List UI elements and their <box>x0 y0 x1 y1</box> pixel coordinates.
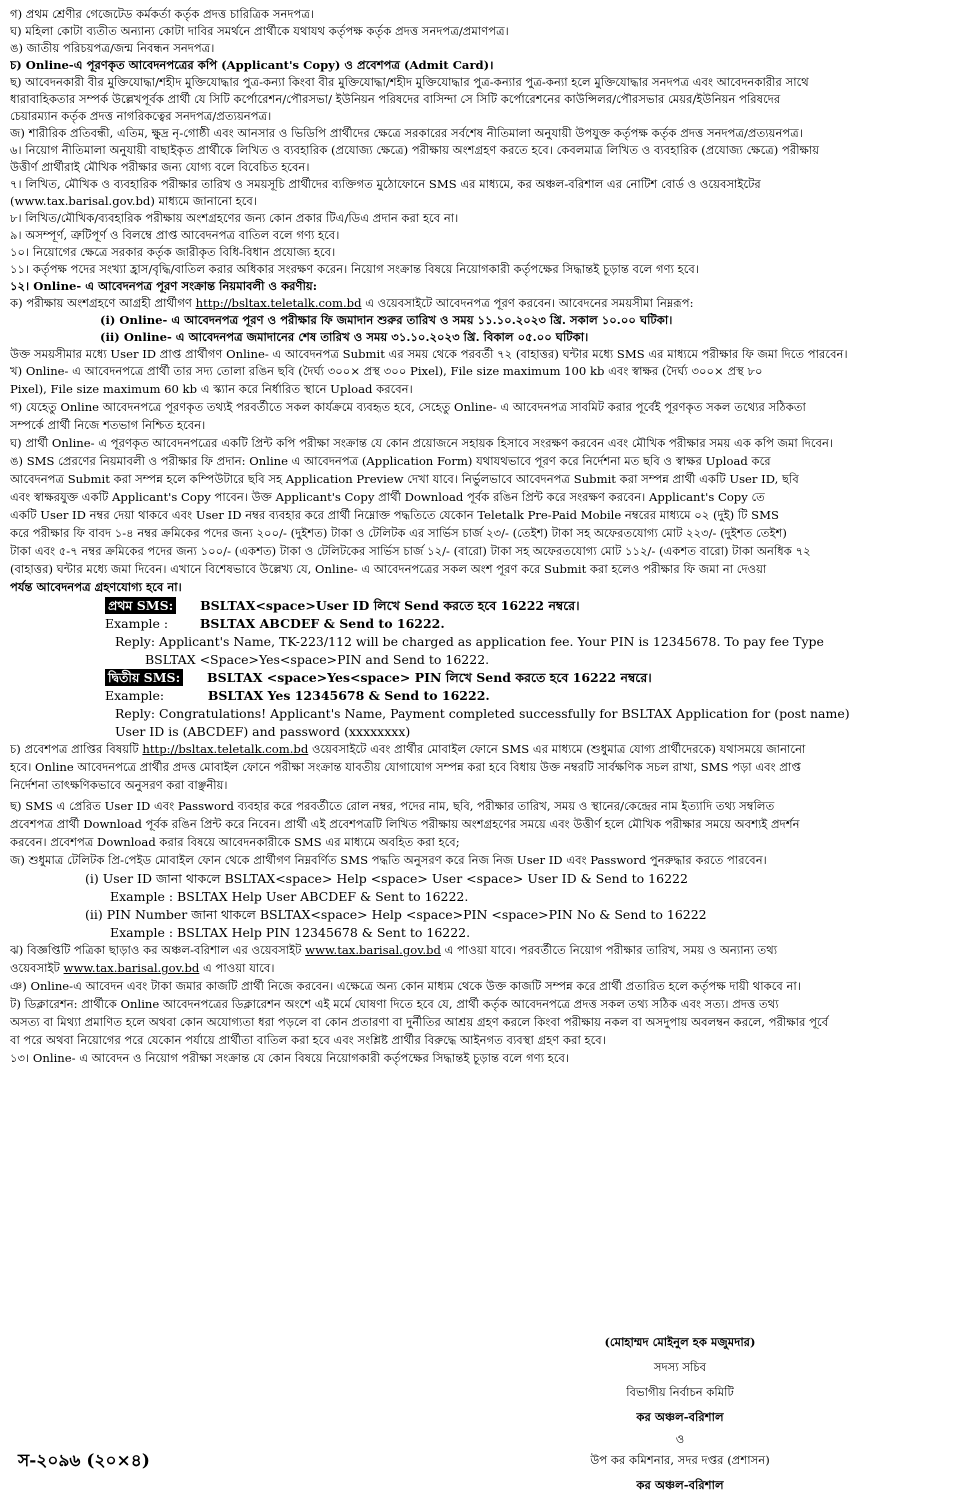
help-line: Example : BSLTAX Help PIN 12345678 & Sent to 16222. <box>110 925 471 940</box>
text-line: (ii) Online- এ আবেদনপত্র জমাদানের শেষ তারিখ ও সময় ৩১.১০.২০২৩ খ্রি. বিকাল ০৫.০০ ঘটিকা। <box>100 330 589 344</box>
sms-line-2 <box>10 669 940 687</box>
signature-block <box>530 1330 830 1498</box>
text-line <box>10 960 940 978</box>
text-line: করবেন। প্রবেশপত্র Download করার বিষয়ে আবেদনকারীকে SMS এর মাধ্যমে অবহিত করা হবে; <box>10 835 460 849</box>
text-line: ১১। কর্তৃপক্ষ পদের সংখ্যা হ্রাস/বৃদ্ধি/বাতিল করার অধিকার সংরক্ষণ করেন। নিয়োগ সংক্রান্ত বিষয়ে নিয়োগকারী কর্তৃপক্ষের সিদ্ধান্তই চূড়ান্ত বলে গণ্য হবে। <box>10 262 699 276</box>
text-segment: ক) পরীক্ষায় অংশগ্রহণে আগ্রহী প্রার্থীগণ <box>10 296 192 310</box>
signatory-title: সদস্য সচিব <box>653 1360 707 1374</box>
reply-line: BSLTAX <Space>Yes<space>PIN and Send to 16222. <box>145 652 490 667</box>
example2-label: Example: <box>105 688 165 703</box>
text-line: ৭। লিখিত, মৌখিক ও ব্যবহারিক পরীক্ষার তারিখ ও সময়সূচি প্রার্থীদের ব্যক্তিগত মুঠোফোনে SMS এর মাধ্যমে, কর অঞ্চল-বরিশাল এর নোটিশ বোর্ড ও ওয়েবসাইটের <box>10 177 761 191</box>
designation: উপ কর কমিশনার, সদর দপ্তর (প্রশাসন) <box>590 1453 770 1467</box>
reply-line: User ID is (ABCDEF) and password (xxxxxxxx) <box>115 724 411 739</box>
text-line <box>10 741 940 759</box>
example-line-1 <box>10 615 940 633</box>
footer-code: স-২০৯৬ (২০×৪) <box>18 1451 150 1471</box>
text-line <box>10 295 940 312</box>
text-line: (বাহাত্তর) ঘন্টার মধ্যে জমা দিবেন। এখানে বিশেষভাবে উল্লেখ্য যে, Online- এ আবেদনপত্রের সকল অংশ পূরণ করে Submit করা হলেও পরীক্ষার ফি জমা না দেওয়া <box>10 562 767 576</box>
text-line: ধারাবাহিকতার সম্পর্ক উল্লেখপূর্বক প্রার্থী যে সিটি কর্পোরেশন/পৌরসভা/ ইউনিয়ন পরিষদের বাসিন্দা সে সিটি কর্পোরেশনের কাউন্সিলর/পৌরসভার মেয়র/ইউনিয়ন পরিষদের <box>10 92 781 106</box>
help-line: (ii) PIN Number জানা থাকলে BSLTAX<space> Help <space>PIN <space>PIN No & Send to 16222 <box>85 907 707 922</box>
section-heading: ১২। Online- এ আবেদনপত্র পূরণ সংক্রান্ত নিয়মাবলী ও করণীয়: <box>10 279 317 293</box>
teletalk-link[interactable]: http://bsltax.teletalk.com.bd <box>142 742 309 756</box>
text-line: ঘ) মহিলা কোটা ব্যতীত অন্যান্য কোটা দাবির সমর্থনে প্রার্থীকে যথাযথ কর্তৃপক্ষ কর্তৃক প্রদত্ত সনদপত্র/প্রমাণপত্র। <box>10 24 509 38</box>
notice-body <box>10 6 940 1068</box>
example-line-2 <box>10 687 940 705</box>
example2-text: BSLTAX Yes 12345678 & Send to 16222. <box>207 688 490 703</box>
text-segment: এ পাওয়া যাবে। <box>203 961 275 975</box>
sms2-text: BSLTAX <space>Yes<space> PIN লিখে Send করতে হবে 16222 নম্বরে। <box>207 670 652 685</box>
text-line: পর্যন্ত আবেদনপত্র গ্রহণযোগ্য হবে না। <box>10 580 182 594</box>
text-line: ছ) আবেদনকারী বীর মুক্তিযোদ্ধা/শহীদ মুক্তিযোদ্ধার পুত্র-কন্যা কিংবা বীর মুক্তিযোদ্ধা/শহীদ মুক্তিযোদ্ধার পুত্র-কন্যার পুত্র-কন্যা হলে মুক্তিযোদ্ধার সনদপত্র এবং আবেদনকারীর সাথে <box>10 75 809 89</box>
text-line: (www.tax.barisal.gov.bd) মাধ্যমে জানানো হবে। <box>10 194 257 208</box>
text-line: ঙ) জাতীয় পরিচয়পত্র/জন্ম নিবন্ধন সনদপত্র। <box>10 41 215 55</box>
text-line: জ) শুধুমাত্র টেলিটক প্রি-পেইড মোবাইল ফোন থেকে প্রার্থীগণ নিম্নবর্ণিত SMS পদ্ধতি অনুসরণ করে নিজ নিজ User ID এবং Password পুনরুদ্ধার করতে পারবেন। <box>10 853 767 867</box>
sms1-label: প্রথম SMS: <box>105 597 176 614</box>
text-line: খ) Online- এ আবেদনপত্রে প্রার্থী তার সদ্য তোলা রঙিন ছবি (দৈর্ঘ্য ৩০০× প্রস্থ ৩০০ Pixel), File size maximum 100 kb এবং স্বাক্ষর (দৈর্ঘ্য ৩০০× প্রস্থ ৮০ <box>10 364 763 378</box>
text-line: ১০। নিয়োগের ক্ষেত্রে সরকার কর্তৃক জারীকৃত বিধি-বিধান প্রযোজ্য হবে। <box>10 245 336 259</box>
help-line: (i) User ID জানা থাকলে BSLTAX<space> Help <space> User <space> User ID & Send to 16222 <box>85 871 688 886</box>
text-segment: চ) প্রবেশপত্র প্রাপ্তির বিষয়টি <box>10 742 139 756</box>
text-line: সম্পর্কে প্রার্থী নিজে শতভাগ নিশ্চিত হবেন। <box>10 418 206 432</box>
text-line: ৮। লিখিত/মৌখিক/ব্যবহারিক পরীক্ষায় অংশগ্রহণের জন্য কোন প্রকার টিএ/ডিএ প্রদান করা হবে না। <box>10 211 459 225</box>
text-line: ঞ) Online-এ আবেদন এবং টাকা জমার কাজটি প্রার্থী নিজে করবেন। এক্ষেত্রে অন্য কোন মাধ্যম থেকে উক্ত কাজটি সম্পন্ন করে প্রার্থী প্রতারিত হলে কর্তৃপক্ষ দায়ী থাকবে না। <box>10 979 801 993</box>
sms-line-1 <box>10 597 940 615</box>
teletalk-link[interactable]: http://bsltax.teletalk.com.bd <box>195 296 362 310</box>
text-line: হবে। Online আবেদনপত্রে প্রার্থীর প্রদত্ত মোবাইল ফোনে পরীক্ষা সংক্রান্ত যাবতীয় যোগাযোগ সম্পন্ন করা হবে বিধায় উক্ত নম্বরটি সার্বক্ষণিক সচল রাখা, SMS পড়া এবং প্রাপ্ত <box>10 760 801 774</box>
example1-text: BSLTAX ABCDEF & Send to 16222. <box>199 616 445 631</box>
text-line: ৯। অসম্পূর্ণ, ত্রুটিপূর্ণ ও বিলম্বে প্রাপ্ত আবেদনপত্র বাতিল বলে গণ্য হবে। <box>10 228 340 242</box>
text-line <box>10 942 940 960</box>
signatory-name: (মোহাম্মদ মোইনুল হক মজুমদার) <box>604 1335 756 1349</box>
text-line: একটি User ID নম্বর দেয়া থাকবে এবং User ID নম্বর ব্যবহার করে প্রার্থী নিম্নোক্ত পদ্ধতিতে যেকোন Teletalk Pre-Paid Mobile নম্বরের মাধ্যমে ০২ (দুই) টি SMS <box>10 508 779 522</box>
tax-website-link[interactable]: www.tax.barisal.gov.bd <box>305 943 441 957</box>
committee-name: বিভাগীয় নির্বাচন কমিটি <box>626 1385 734 1399</box>
text-line: ১৩। Online- এ আবেদন ও নিয়োগ পরীক্ষা সংক্রান্ত যে কোন বিষয়ে নিয়োগকারী কর্তৃপক্ষের সিদ্ধান্তই চূড়ান্ত বলে গণ্য হবে। <box>10 1051 570 1065</box>
text-line: উক্ত সময়সীমার মধ্যে User ID প্রাপ্ত প্রার্থীগণ Online- এ আবেদনপত্র Submit এর সময় থেকে পরবর্তী ৭২ (বাহাত্তর) ঘন্টার মধ্যে SMS এর মাধ্যমে পরীক্ষার ফি জমা দিতে পারবেন। <box>10 347 848 361</box>
text-line: ঘ) প্রার্থী Online- এ পূরণকৃত আবেদনপত্রের একটি প্রিন্ট কপি পরীক্ষা সংক্রান্ত যে কোন প্রয়োজনে সহায়ক হিসাবে সংরক্ষণ করবেন এবং মৌখিক পরীক্ষার সময় এক কপি জমা দিবেন। <box>10 436 834 450</box>
text-line: এবং স্বাক্ষরযুক্ত একটি Applicant's Copy পাবেন। উক্ত Applicant's Copy প্রার্থী Download পূর্বক রঙিন প্রিন্ট করে সংরক্ষণ করবেন। Applicant's Copy তে <box>10 490 765 504</box>
text-line: প্রবেশপত্র প্রার্থী Download পূর্বক রঙিন প্রিন্ট করে নিবেন। প্রার্থী এই প্রবেশপত্রটি লিখিত পরীক্ষায় অংশগ্রহণের সময়ে এবং উত্তীর্ণ হলে মৌখিক পরীক্ষার সময়ে অবশ্যই প্রদর্শন <box>10 817 800 831</box>
text-segment: ওয়েবসাইট <box>10 961 60 975</box>
text-line: নির্দেশনা তাৎক্ষণিকভাবে অনুসরণ করা বাঞ্ছনীয়। <box>10 778 228 792</box>
reply-line: Reply: Applicant's Name, TK-223/112 will be charged as application fee. Your PIN is 12345678. To pay fee Type <box>115 634 824 649</box>
text-line: করে পরীক্ষার ফি বাবদ ১-৪ নম্বর ক্রমিকের পদের জন্য ২০০/- (দুইশত) টাকা ও টেলিটক এর সার্ভিস চার্জ ২৩/- (তেইশ) টাকা সহ অফেরতযোগ্য মোট ২২৩/- (দুইশত তেইশ) <box>10 526 787 540</box>
office-name: কর অঞ্চল-বরিশাল <box>636 1410 724 1424</box>
example1-label: Example : <box>105 616 169 631</box>
sms1-text: BSLTAX<space>User ID লিখে Send করতে হবে 16222 নম্বরে। <box>200 598 580 613</box>
text-segment: ঝ) বিজ্ঞপ্তিটি পত্রিকা ছাড়াও কর অঞ্চল-বরিশাল এর ওয়েবসাইট <box>10 943 302 957</box>
text-line: ট) ডিক্লারেশন: প্রার্থীকে Online আবেদনপত্রের ডিক্লারেশন অংশে এই মর্মে ঘোষণা দিতে হবে যে, প্রার্থী কর্তৃক আবেদনপত্রে প্রদত্ত সকল তথ্য সঠিক এবং সত্য। প্রদত্ত তথ্য <box>10 997 779 1011</box>
text-line: ঙ) SMS প্রেরণের নিয়মাবলী ও পরীক্ষার ফি প্রদান: Online এ আবেদনপত্র (Application Form) যথাযথভাবে পূরণ করে নির্দেশনা মত ছবি ও স্বাক্ষর Upload করে <box>10 454 771 468</box>
text-line: ৬। নিয়োগ নীতিমালা অনুযায়ী বাছাইকৃত প্রার্থীকে লিখিত ও ব্যবহারিক (প্রযোজ্য ক্ষেত্রে) পরীক্ষায় অংশগ্রহণ করতে হবে। কেবলমাত্র লিখিত ও ব্যবহারিক (প্রযোজ্য ক্ষেত্রে) পরীক্ষায় <box>10 143 820 157</box>
conjunction: ও <box>675 1432 685 1446</box>
text-segment: ওয়েবসাইটে এবং প্রার্থীর মোবাইল ফোনে SMS এর মাধ্যমে (শুধুমাত্র যোগ্য প্রার্থীদেরকে) যথাসময়ে জানানো <box>311 742 806 756</box>
text-line: চ) Online-এ পূরণকৃত আবেদনপত্রের কপি (Applicant's Copy) ও প্রবেশপত্র (Admit Card)। <box>10 58 494 72</box>
help-line: Example : BSLTAX Help User ABCDEF & Sent to 16222. <box>110 889 469 904</box>
text-line: গ) যেহেতু Online আবেদনপত্রে পূরণকৃত তথ্যই পরবর্তীতে সকল কার্যক্রমে ব্যবহৃত হবে, সেহেতু Online- এ আবেদনপত্র সাবমিট করার পূর্বেই পূরণকৃত সকল তথ্যের সঠিকতা <box>10 400 806 414</box>
text-line: গ) প্রথম শ্রেণীর গেজেটেড কর্মকর্তা কর্তৃক প্রদত্ত চারিত্রিক সনদপত্র। <box>10 7 315 21</box>
text-line: (i) Online- এ আবেদনপত্র পূরণ ও পরীক্ষার ফি জমাদান শুরুর তারিখ ও সময় ১১.১০.২০২৩ খ্রি. সকাল ১০.০০ ঘটিকা। <box>100 313 673 327</box>
sms2-label: দ্বিতীয় SMS: <box>105 669 183 686</box>
text-line: বা পরে অথবা নিয়োগের পরে যেকোন পর্যায়ে প্রার্থীতা বাতিল করা হবে এবং সংশ্লিষ্ট প্রার্থীর বিরুদ্ধে আইনগত ব্যবস্থা গ্রহণ করা হবে। <box>10 1033 606 1047</box>
text-line: ছ) SMS এ প্রেরিত User ID এবং Password ব্যবহার করে পরবর্তীতে রোল নম্বর, পদের নাম, ছবি, পরীক্ষার তারিখ, সময় ও স্থানের/কেন্দ্রের নাম ইত্যাদি তথ্য সম্বলিত <box>10 799 775 813</box>
text-line: আবেদনপত্র Submit করা সম্পন্ন হলে কম্পিউটারে ছবি সহ Application Preview দেখা যাবে। নির্ভুলভাবে আবেদনপত্র Submit করা সম্পন্ন প্রার্থী একটি User ID, ছবি <box>10 472 799 486</box>
text-line: অসত্য বা মিথ্যা প্রমাণিত হলে অথবা কোন অযোগ্যতা ধরা পড়লে বা কোন প্রতারণা বা দুর্নীতির আশ্রয় গ্রহণ করলে কিংবা পরীক্ষায় নকল বা অসদুপায় অবলম্বন করলে, পরীক্ষার পূর্বে <box>10 1015 829 1029</box>
text-segment: এ পাওয়া যাবে। পরবর্তীতে নিয়োগ পরীক্ষার তারিখ, সময় ও অন্যান্য তথ্য <box>444 943 778 957</box>
office-name: কর অঞ্চল-বরিশাল <box>636 1478 724 1492</box>
tax-website-link[interactable]: www.tax.barisal.gov.bd <box>63 961 200 975</box>
text-line: উত্তীর্ণ প্রার্থীরাই মৌখিক পরীক্ষার জন্য যোগ্য বলে বিবেচিত হবেন। <box>10 160 310 174</box>
text-line: জ) শারীরিক প্রতিবন্ধী, এতিম, ক্ষুদ্র নৃ-গোষ্ঠী এবং আনসার ও ভিডিপি প্রার্থীদের ক্ষেত্রে সরকারের সর্বশেষ নীতিমালা অনুযায়ী উপযুক্ত কর্তৃপক্ষ কর্তৃক প্রদত্ত সনদপত্র/প্রত্যয়নপত্র। <box>10 126 803 140</box>
text-line: Pixel), File size maximum 60 kb এ স্ক্যান করে নির্ধারিত স্থানে Upload করবেন। <box>10 382 413 396</box>
text-line: টাকা এবং ৫-৭ নম্বর ক্রমিকের পদের জন্য ১০০/- (একশত) টাকা ও টেলিটকের সার্ভিস চার্জ ১২/- (বারো) টাকা সহ অফেরতযোগ্য মোট ১১২/- (একশত বারো) টাকা অনধিক ৭২ <box>10 544 811 558</box>
text-line: চেয়ারম্যান কর্তৃক প্রদত্ত নাগরিকত্বের সনদপত্র/প্রত্যয়নপত্র। <box>10 109 272 123</box>
reply-line: Reply: Congratulations! Applicant's Name, Payment completed successfully for BSLTAX Application for (post name) <box>115 706 850 721</box>
text-segment: এ ওয়েবসাইটে আবেদনপত্র পূরণ করবেন। আবেদনের সময়সীমা নিম্নরূপ: <box>365 296 694 310</box>
